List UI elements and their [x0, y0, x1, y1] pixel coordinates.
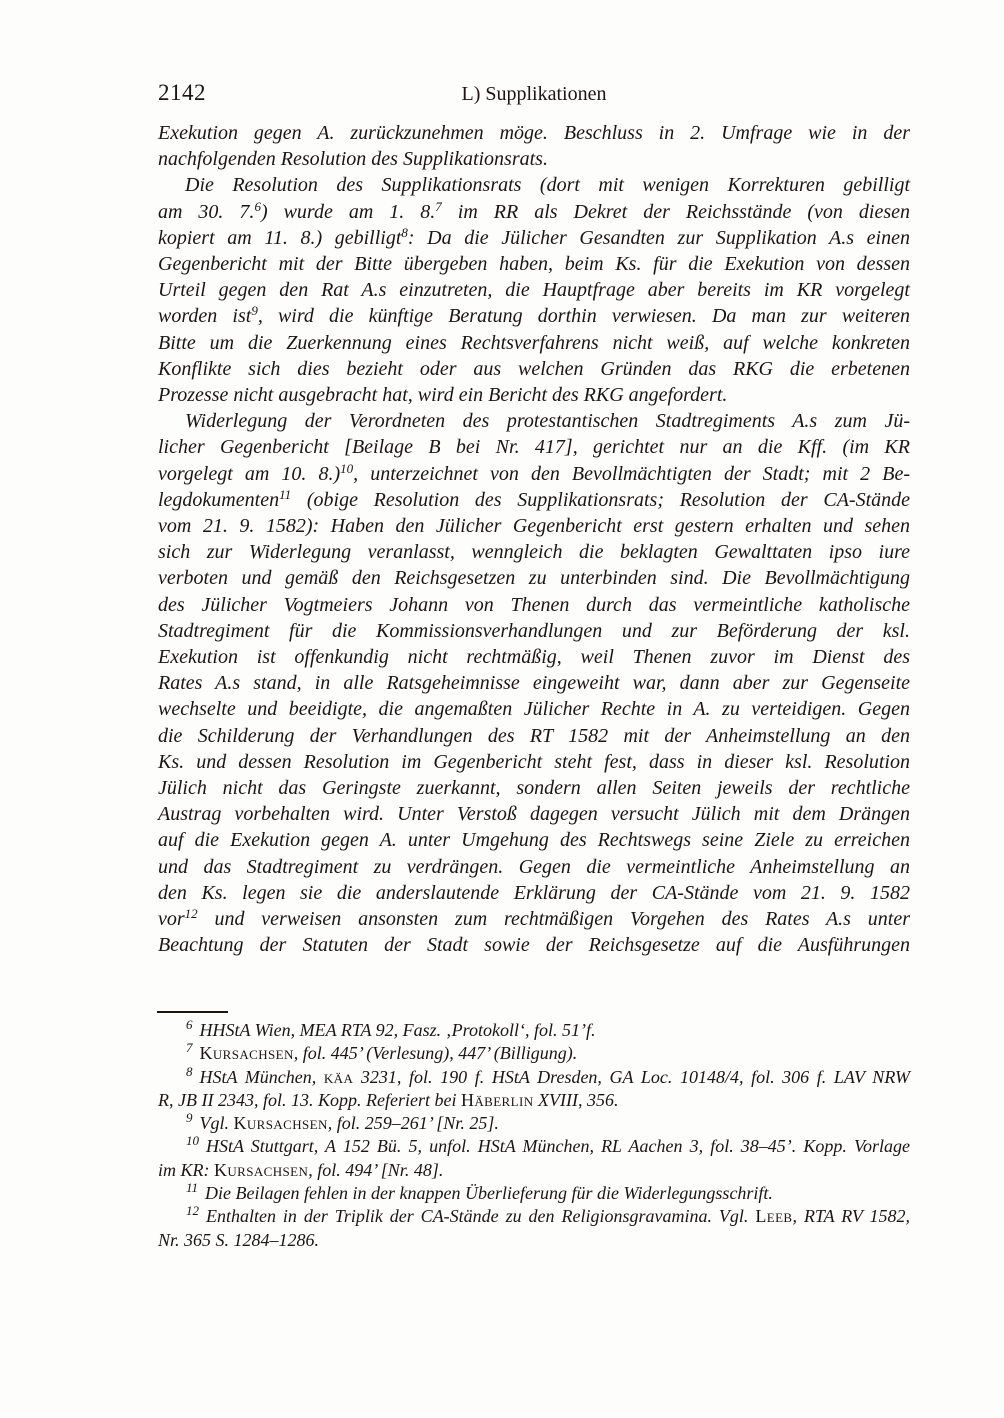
text-line: sich zur Widerlegung veranlasst, wenngleich die beklagten Gewalttaten ipso iure — [158, 541, 910, 564]
footnote-line: $^9$ Vgl. Kursachsen, fol. 259–261’ [Nr. 25]. — [186, 1110, 499, 1134]
small-caps-name: Leeb — [755, 1206, 793, 1227]
text-line: Exekution gegen A. zurückzunehmen möge. Beschluss in 2. Umfrage wie in der — [158, 122, 910, 144]
small-caps-name: Kursachsen — [199, 1043, 294, 1064]
footnote-number: 10 — [186, 1133, 199, 1149]
text-line: Exekution ist offenkundig nicht rechtmäßig, weil Thenen zuvor im Dienst des — [158, 646, 910, 669]
footnote-line: im KR: Kursachsen, fol. 494’ [Nr. 48]. — [158, 1159, 444, 1180]
text-line: Stadtregiment für die Kommissionsverhandlungen und zur Beförderung der ksl. — [158, 619, 910, 642]
text-line: Bitte um die Zuerkennung eines Rechtsverfahrens nicht weiß, auf welche konkreten — [158, 331, 910, 354]
footnote-line: $^8$ HStA München, käa 3231, fol. 190 f. HStA Dresden, GA Loc. 10148/4, fol. 306 f. LAV NRW — [186, 1063, 910, 1087]
text-line: licher Gegenbericht [Beilage B bei Nr. 417], gerichtet nur an die Kff. (im KR — [158, 436, 910, 459]
footnote-reference: 7 — [435, 198, 442, 214]
text-line: verboten und gemäß den Reichsgesetzen zu unterbinden sind. Die Bevollmächtigung — [158, 567, 910, 590]
footnote-number: 8 — [186, 1063, 193, 1079]
footnote-reference: 12 — [184, 906, 198, 922]
text-line: worden ist$^9$, wird die künftige Beratung dorthin verwiesen. Da man zur weiteren — [158, 303, 910, 328]
footnotes-section — [158, 1019, 910, 1252]
small-caps-name: Kursachsen — [233, 1113, 328, 1134]
footnote-reference: 6 — [254, 198, 261, 214]
text-line: kopiert am 11. 8.) gebilligt$^8$: Da die Jülicher Gesandten zur Supplikation A.s einen — [158, 224, 910, 249]
text-line: Jülich nicht das Geringste zuerkannt, sondern allen Seiten jeweils der rechtliche — [158, 777, 910, 800]
text-line: Urteil gegen den Rat A.s einzutreten, die Hauptfrage aber bereits im KR vorgelegt — [158, 279, 910, 302]
text-line: Ks. und dessen Resolution im Gegenbericht steht fest, dass in dieser ksl. Resolution — [158, 750, 910, 773]
page-number: 2142 — [158, 80, 206, 105]
footnote-line: $^{12}$ Enthalten in der Triplik der CA-Stände zu den Religionsgravamina. Vgl. Leeb, RTA RV 1582, — [186, 1203, 910, 1227]
text-line: die Schilderung der Verhandlungen des RT 1582 mit der Anheimstellung an den — [158, 724, 910, 747]
text-line: nachfolgenden Resolution des Supplikationsrats. — [158, 148, 548, 171]
footnote-reference: 11 — [279, 486, 292, 502]
text-line: Beachtung der Statuten der Stadt sowie der Reichsgesetze auf die Ausführungen — [158, 934, 910, 957]
footnote-line: $^6$ HHStA Wien, MEA RTA 92, Fasz. ‚Protokoll‘, fol. 51’f. — [186, 1017, 596, 1040]
footnote-line: Nr. 365 S. 1284–1286. — [158, 1229, 320, 1250]
text-line: den Ks. legen sie die anderslautende Erklärung der CA-Stände vom 21. 9. 1582 — [158, 881, 910, 904]
text-line: Rates A.s stand, in alle Ratsgeheimnisse eingeweiht war, dann aber zur Gegenseite — [158, 672, 910, 695]
text-line: wechselte und beeidigte, die angemaßten Jülicher Rechte in A. zu verteidigen. Gegen — [158, 698, 910, 721]
footnote-line: R, JB II 2343, fol. 13. Kopp. Referiert bei Häberlin XVIII, 356. — [158, 1089, 619, 1110]
footnote-number: 6 — [186, 1017, 193, 1032]
text-line: und das Stadtregiment zu verdrängen. Gegen die vermeintliche Anheimstellung an — [158, 855, 910, 878]
text-line: vorgelegt am 10. 8.)$^{10}$, unterzeichnet von den Bevollmächtigten der Stadt; mit 2 Be- — [158, 460, 910, 485]
text-line: Konflikte sich dies bezieht oder aus welchen Gründen das RKG die erbetenen — [158, 357, 910, 380]
footnote-reference: 10 — [340, 460, 354, 476]
footnote-line: $^7$ Kursachsen, fol. 445’ (Verlesung), 447’ (Billigung). — [186, 1040, 578, 1064]
footnote-number: 11 — [186, 1180, 199, 1196]
small-caps-name: Kursachsen — [214, 1159, 309, 1180]
footnote-separator-rule — [157, 1011, 228, 1013]
text-line: vor$^{12}$ und verweisen ansonsten zum rechtmäßigen Vorgehen des Rates A.s unter — [158, 906, 910, 931]
small-caps-name: Häberlin — [460, 1089, 534, 1110]
text-line: vom 21. 9. 1582): Haben den Jülicher Gegenbericht erst gestern erhalten und sehen — [158, 515, 910, 538]
body-text — [158, 120, 910, 959]
footnote-number: 7 — [186, 1040, 193, 1056]
small-caps-name: käa — [323, 1066, 354, 1087]
text-line: auf die Exekution gegen A. unter Umgehung des Rechtswegs seine Ziele zu erreichen — [158, 829, 910, 852]
running-head: L) Supplikationen — [461, 83, 607, 105]
page-header — [158, 81, 910, 109]
text-line: am 30. 7.$^6$) wurde am 1. 8.$^7$ im RR als Dekret der Reichsstände (von diesen — [158, 198, 910, 223]
footnote-line: $^{11}$ Die Beilagen fehlen in der knappen Überlieferung für die Widerlegungsschrift. — [186, 1180, 773, 1204]
footnote-reference: 8 — [401, 224, 408, 240]
text-line: des Jülicher Vogtmeiers Johann von Thenen durch das vermeintliche katholische — [158, 593, 910, 616]
text-line: Gegenbericht mit der Bitte übergeben haben, beim Ks. für die Exekution von dessen — [158, 253, 910, 276]
footnote-number: 9 — [186, 1110, 193, 1126]
text-line: Prozesse nicht ausgebracht hat, wird ein Bericht des RKG angefordert. — [158, 384, 728, 407]
text-line: Die Resolution des Supplikationsrats (dort mit wenigen Korrekturen gebilligt — [185, 174, 910, 197]
text-line: legdokumenten$^{11}$ (obige Resolution des Supplikationsrats; Resolution der CA-Stände — [158, 486, 910, 511]
footnote-line: $^{10}$ HStA Stuttgart, A 152 Bü. 5, unfol. HStA München, RL Aachen 3, fol. 38–45’. Kopp. Vorlage — [186, 1133, 910, 1157]
text-line: Widerlegung der Verordneten des protestantischen Stadtregiments A.s zum Jü- — [185, 410, 910, 433]
footnote-number: 12 — [186, 1203, 199, 1219]
footnote-reference: 9 — [251, 303, 258, 319]
text-line: Austrag vorbehalten wird. Unter Verstoß dagegen versucht Jülich mit dem Drängen — [158, 803, 910, 826]
